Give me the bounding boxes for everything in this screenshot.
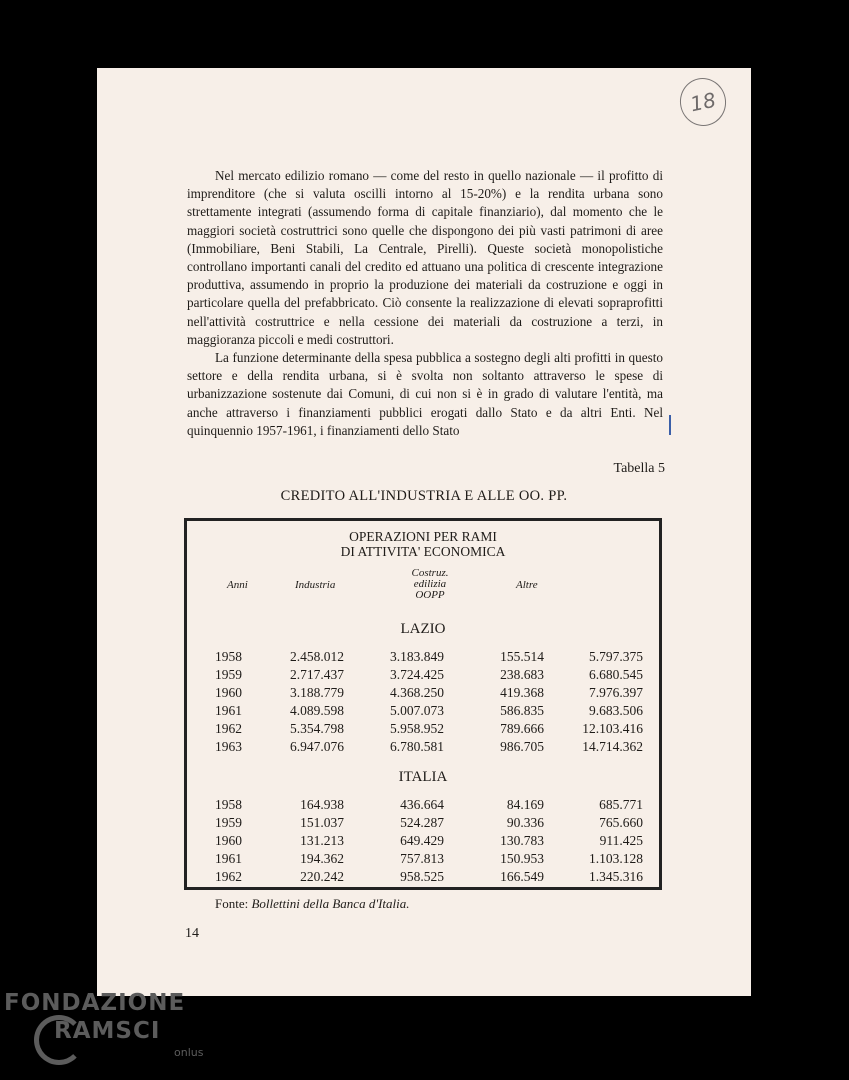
col-head-industria: Industria bbox=[295, 579, 336, 591]
source-prefix: Fonte: bbox=[215, 896, 249, 911]
cell-industria: 3.188.779 bbox=[290, 685, 344, 700]
cell-totale: 1.103.128 bbox=[589, 851, 643, 866]
cell-industria: 220.242 bbox=[300, 869, 344, 884]
cell-altre: 90.336 bbox=[506, 815, 544, 830]
fondazione-gramsci-logo bbox=[4, 990, 214, 1075]
cell-year: 1962 bbox=[215, 869, 242, 884]
cell-costruz: 958.525 bbox=[400, 869, 444, 884]
cell-altre: 419.368 bbox=[500, 685, 544, 700]
cell-industria: 2.717.437 bbox=[290, 667, 344, 682]
source-title: Bollettini della Banca d'Italia. bbox=[251, 896, 410, 911]
cell-totale: 1.345.316 bbox=[589, 869, 643, 884]
cell-year: 1961 bbox=[215, 703, 242, 718]
cell-altre: 130.783 bbox=[500, 833, 544, 848]
table-row bbox=[187, 851, 659, 869]
table-row bbox=[187, 685, 659, 703]
cell-industria: 151.037 bbox=[300, 815, 344, 830]
cell-year: 1961 bbox=[215, 851, 242, 866]
logo-line-1: FONDAZIONE bbox=[4, 990, 186, 1016]
cell-costruz: 6.780.581 bbox=[390, 739, 444, 754]
table-header-line-2: DI ATTIVITA' ECONOMICA bbox=[340, 544, 506, 559]
cell-year: 1959 bbox=[215, 667, 242, 682]
table-label: Tabella 5 bbox=[613, 461, 665, 476]
cell-totale: 5.797.375 bbox=[589, 649, 643, 664]
page-number: 14 bbox=[185, 926, 199, 941]
cell-industria: 194.362 bbox=[300, 851, 344, 866]
cell-industria: 4.089.598 bbox=[290, 703, 344, 718]
col-head-costruz bbox=[400, 568, 460, 601]
cell-altre: 84.169 bbox=[506, 797, 544, 812]
cell-industria: 6.947.076 bbox=[290, 739, 344, 754]
cell-costruz: 4.368.250 bbox=[390, 685, 444, 700]
handwritten-page-annotation: 18 bbox=[676, 74, 731, 131]
cell-altre: 789.666 bbox=[500, 721, 544, 736]
cell-year: 1958 bbox=[215, 649, 242, 664]
col-head-anni: Anni bbox=[227, 579, 248, 591]
table-source bbox=[215, 896, 410, 912]
cell-industria: 164.938 bbox=[300, 797, 344, 812]
table-title: CREDITO ALL'INDUSTRIA E ALLE OO. PP. bbox=[280, 488, 568, 504]
col-head-altre: Altre bbox=[516, 579, 538, 591]
cell-costruz: 3.183.849 bbox=[390, 649, 444, 664]
cell-year: 1963 bbox=[215, 739, 242, 754]
cell-totale: 9.683.506 bbox=[589, 703, 643, 718]
cell-totale: 765.660 bbox=[599, 815, 643, 830]
col-head-costruz-line-1: Costruz. bbox=[411, 567, 449, 579]
cell-costruz: 5.007.073 bbox=[390, 703, 444, 718]
table-row bbox=[187, 703, 659, 721]
cell-costruz: 3.724.425 bbox=[390, 667, 444, 682]
cell-industria: 5.354.798 bbox=[290, 721, 344, 736]
logo-line-3: onlus bbox=[174, 1046, 204, 1059]
cell-totale: 6.680.545 bbox=[589, 667, 643, 682]
table-row bbox=[187, 869, 659, 887]
cell-totale: 7.976.397 bbox=[589, 685, 643, 700]
cell-year: 1960 bbox=[215, 833, 242, 848]
cell-altre: 986.705 bbox=[500, 739, 544, 754]
cell-altre: 155.514 bbox=[500, 649, 544, 664]
paragraph-1: Nel mercato edilizio romano — come del resto in quello nazionale — il profitto di imprenditore (che si valuta oscilli intorno al 15-20%) e la rendita urbana sono strettamente integrati (assumendo forma di capitale finanziario), dal momento che le maggiori società costruttrici sono quelle che dispongono dei più vasti patrimoni di aree (Immobiliare, Beni Stabili, La Centrale, Pirelli). Queste società monopolistiche controllano importanti canali del credito ed attuano una politica di crescente integrazione produttiva, assumendo in proprio la produzione dei materiali da costruzione e oggi in particolare quella del prefabbricato. Ciò consente la realizzazione di elevati sopraprofitti nell'attività costruttrice e nella cessione dei materiali da costruzione a terzi, in maggioranza piccoli e medi costruttori. bbox=[187, 168, 663, 347]
body-text bbox=[187, 167, 663, 440]
cell-altre: 586.835 bbox=[500, 703, 544, 718]
cell-totale: 12.103.416 bbox=[582, 721, 643, 736]
cell-altre: 166.549 bbox=[500, 869, 544, 884]
cell-year: 1960 bbox=[215, 685, 242, 700]
table-row bbox=[187, 815, 659, 833]
section-title-lazio: LAZIO bbox=[400, 621, 446, 637]
document-page bbox=[97, 68, 751, 996]
cell-altre: 150.953 bbox=[500, 851, 544, 866]
cell-costruz: 436.664 bbox=[400, 797, 444, 812]
cell-costruz: 5.958.952 bbox=[390, 721, 444, 736]
cell-totale: 685.771 bbox=[599, 797, 643, 812]
cell-industria: 2.458.012 bbox=[290, 649, 344, 664]
cell-year: 1962 bbox=[215, 721, 242, 736]
cell-year: 1958 bbox=[215, 797, 242, 812]
table-header-line-1: OPERAZIONI PER RAMI bbox=[349, 529, 497, 544]
table-row bbox=[187, 739, 659, 757]
table-row bbox=[187, 833, 659, 851]
cell-industria: 131.213 bbox=[300, 833, 344, 848]
cell-costruz: 524.287 bbox=[400, 815, 444, 830]
col-head-costruz-line-3: OOPP bbox=[415, 589, 445, 601]
cell-costruz: 757.813 bbox=[400, 851, 444, 866]
data-table bbox=[184, 518, 662, 890]
table-row bbox=[187, 721, 659, 739]
col-head-costruz-line-2: edilizia bbox=[413, 578, 447, 590]
cell-totale: 911.425 bbox=[599, 833, 643, 848]
table-row bbox=[187, 797, 659, 815]
logo-line-2: RAMSCI bbox=[54, 1018, 161, 1044]
cell-year: 1959 bbox=[215, 815, 242, 830]
margin-pen-mark bbox=[669, 415, 671, 435]
cell-altre: 238.683 bbox=[500, 667, 544, 682]
table-row bbox=[187, 649, 659, 667]
paragraph-2: La funzione determinante della spesa pubblica a sostegno degli alti profitti in questo settore e della rendita urbana, si è svolta non soltanto attraverso le spese di urbanizzazione sostenute dai Comuni, di cui non si è in grado di valutare l'entità, ma anche attraverso i finanziamenti pubblici erogati dallo Stato e da altri Enti. Nel quinquennio 1957-1961, i finanziamenti dello Stato bbox=[187, 350, 663, 438]
table-row bbox=[187, 667, 659, 685]
cell-costruz: 649.429 bbox=[400, 833, 444, 848]
cell-totale: 14.714.362 bbox=[582, 739, 643, 754]
section-title-italia: ITALIA bbox=[398, 769, 448, 785]
